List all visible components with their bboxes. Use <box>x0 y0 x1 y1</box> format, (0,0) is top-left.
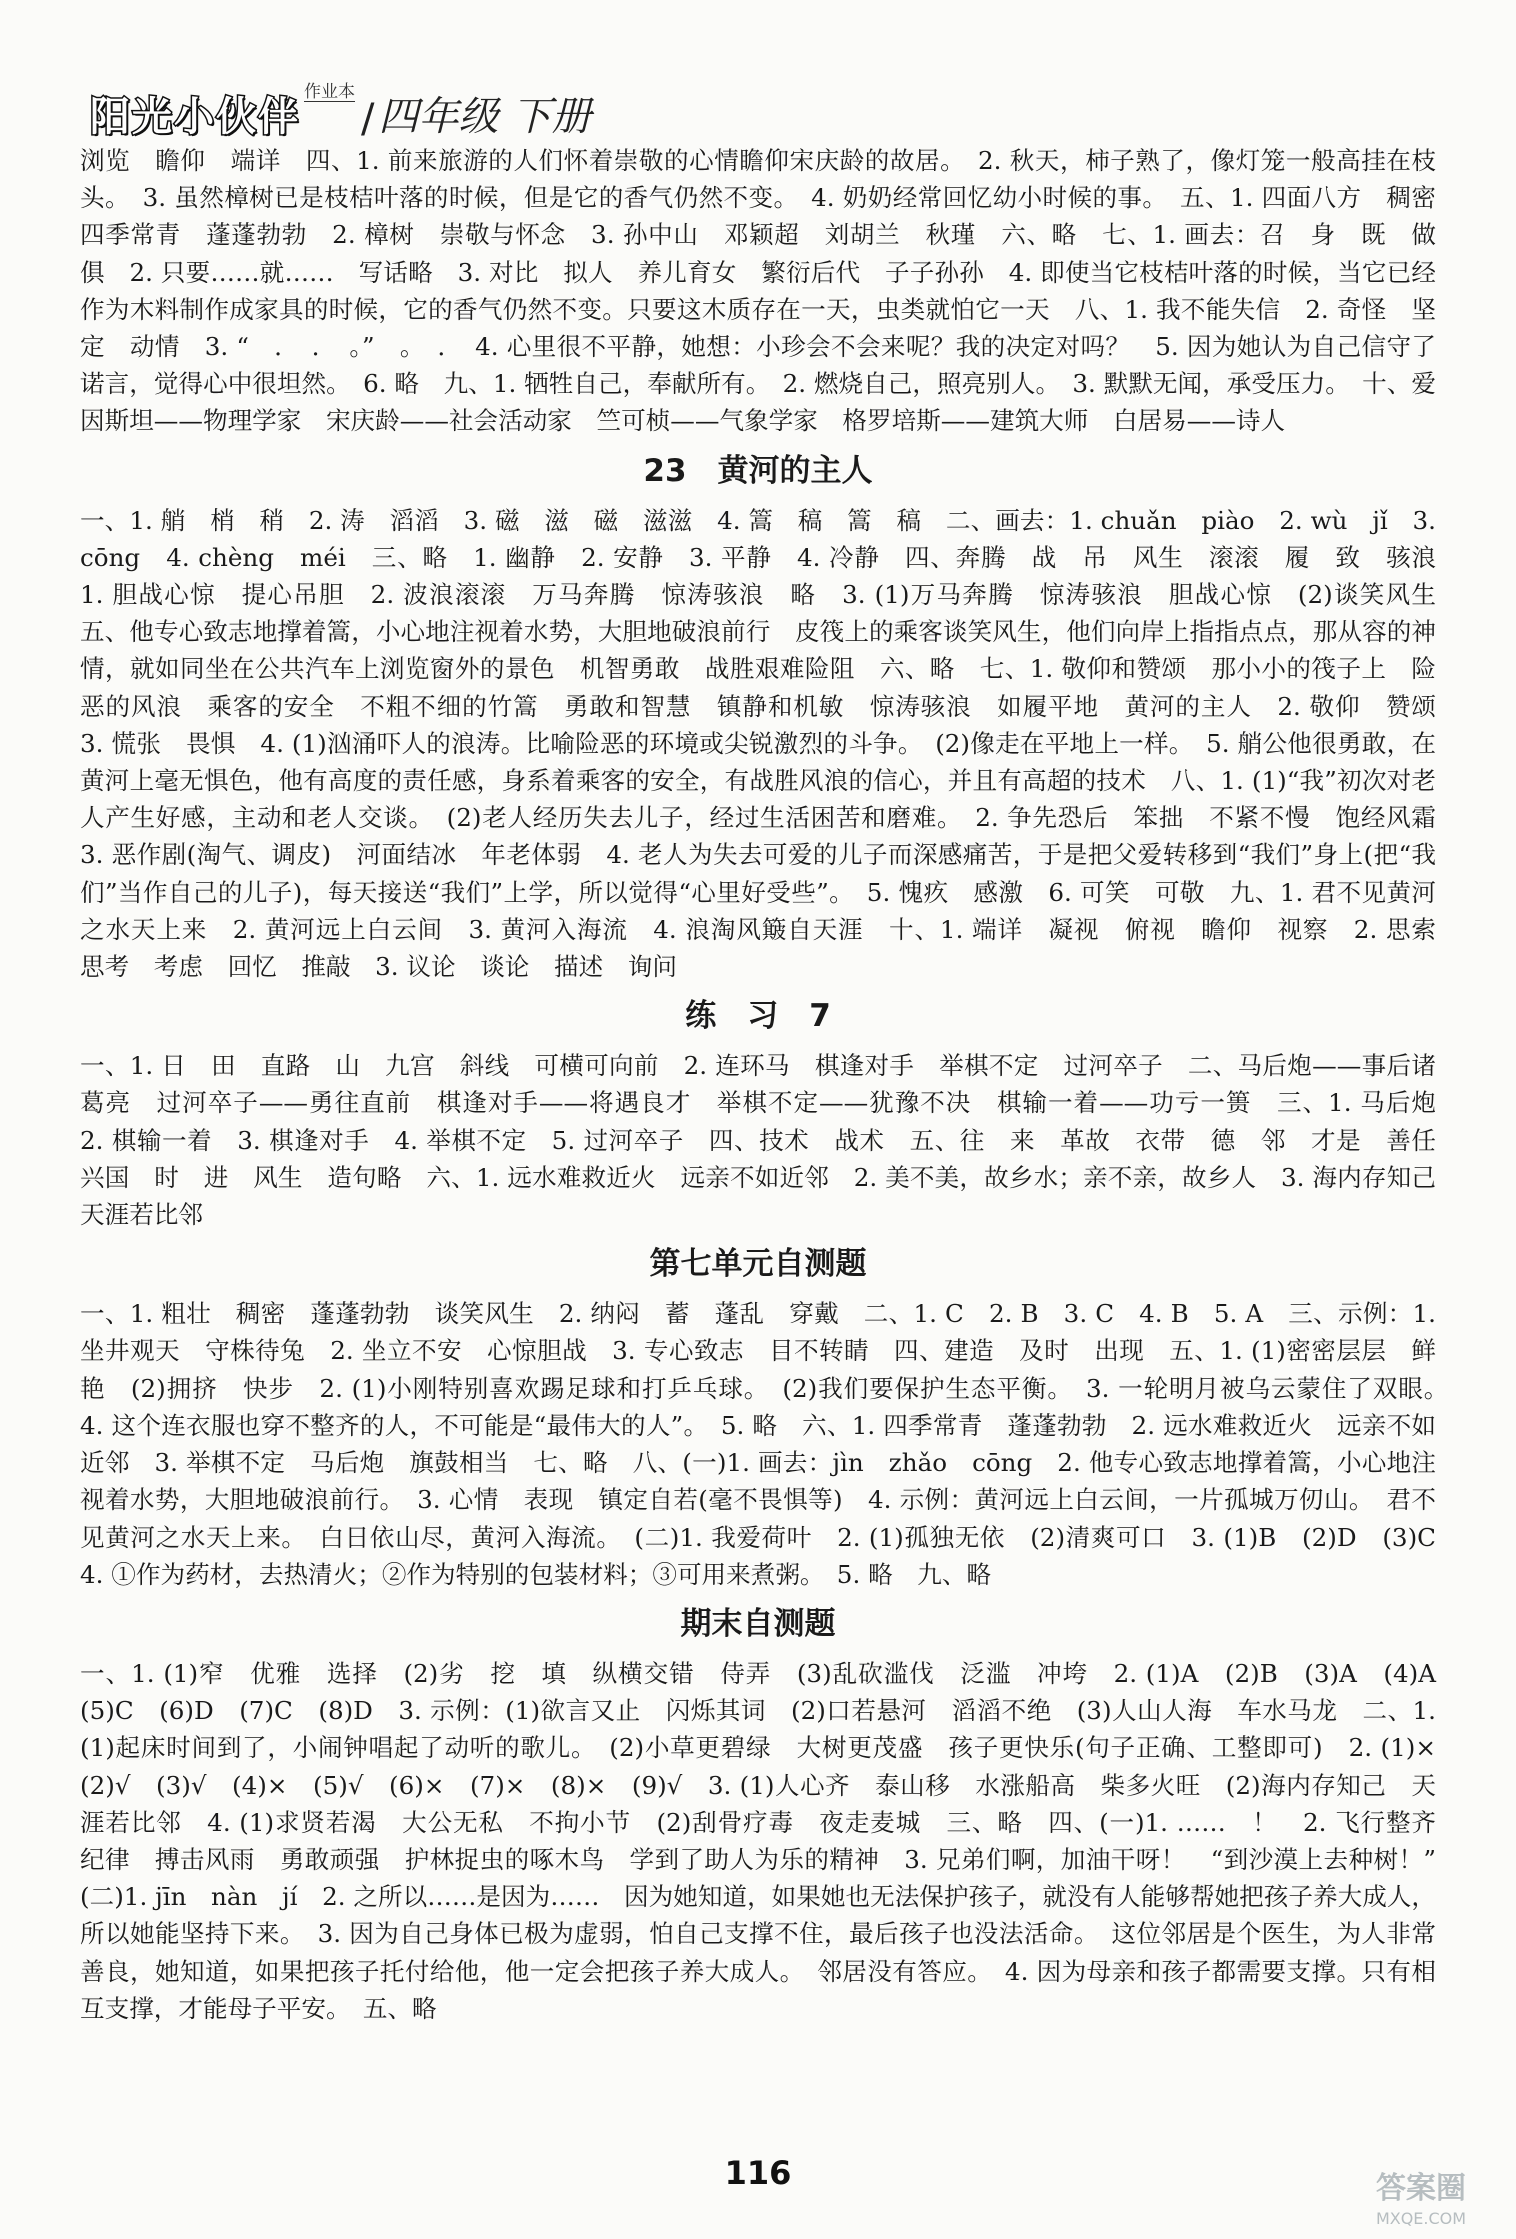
svg-text:MXQE.COM: MXQE.COM <box>1375 2209 1467 2228</box>
brand-logo: 阳光小伙伴 <box>90 94 300 140</box>
page-number: 116 <box>724 2154 792 2192</box>
workbook-tag: 作业本 <box>304 82 355 102</box>
answer-content <box>80 142 1461 2027</box>
section-0-text: 浏览 瞻仰 端详 四、1. 前来旅游的人们怀着崇敬的心情瞻仰宋庆龄的故居。 2. 秋天，柿子熟了，像灯笼一般高挂在枝头。 3. 虽然樟树已是枝桔叶落的时候，但是它的香气仍然不变。 4. 奶奶经常回忆幼小时候的事。 五、1. 四面八方 稠密 四季常青 蓬蓬勃勃 2. 樟树 崇敬与怀念 3. 孙中山 邓颖超 刘胡兰 秋瑾 六、略 七、1. 画去：召 身 既 做 俱 2. 只要……就…… 写话略 3. 对比 拟人 养儿育女 繁衍后代 子子孙孙 4. 即使当它枝桔叶落的时候，当它已经作为木料制作成家具的时候，它的香气仍然不变。只要这木质存在一天，虫类就怕它一天 八、1. 我不能失信 2. 奇怪 坚定 动情 3. “ ． ． 。” 。 ． 4. 心里很不平静，她想：小珍会不会来呢？我的决定对吗？ 5. 因为她认为自己信守了诺言，觉得心中很坦然。 6. 略 九、1. 牺牲自己，奉献所有。 2. 燃烧自己，照亮别人。 3. 默默无闻，承受压力。 十、爱因斯坦——物理学家 宋庆龄——社会活动家 竺可桢——气象学家 格罗培斯——建筑大师 白居易——诗人 <box>80 146 1461 436</box>
watermark-logo <box>1346 2160 1496 2232</box>
section-4-text: 一、1. (1)窄 优雅 选择 (2)劣 挖 填 纵横交错 侍弄 (3)乱砍滥伐 泛滥 冲垮 2. (1)A (2)B (3)A (4)A (5)C (6)D (7)C (8)D 3. 示例：(1)欲言又止 闪烁其词 (2)口若悬河 滔滔不绝 (3)人山人海 车水马龙 二、1. (1)起床时间到了，小闹钟唱起了动听的歌儿。 (2)小草更碧绿 大树更茂盛 孩子更快乐(句子正确、工整即可) 2. (1)× (2)√ (3)√ (4)× (5)√ (6)× (7)× (8)× (9)√ 3. (1)人心齐 泰山移 水涨船高 柴多火旺 (2)海内存知己 天涯若比邻 4. (1)求贤若渴 大公无私 不拘小节 (2)刮骨疗毒 夜走麦城 三、略 四、(一)1. …… ！ 2. 飞行整齐 纪律 搏击风雨 勇敢顽强 护林捉虫的啄木鸟 学到了助人为乐的精神 3. 兄弟们啊，加油干呀！ “到沙漠上去种树！” (二)1. jīn nàn jí 2. 之所以……是因为…… 因为她知道，如果她也无法保护孩子，就没有人能够帮她把孩子养大成人，所以她能坚持下来。 3. 因为自己身体已极为虚弱，怕自己支撑不住，最后孩子也没法活命。 这位邻居是个医生，为人非常善良，她知道，如果把孩子托付给他，他一定会把孩子养大成人。 邻居没有答应。 4. 因为母亲和孩子都需要支撑。只有相互支撑，才能母子平安。 五、略 <box>80 1658 1461 2023</box>
section-4-heading: 期末自测题 <box>680 1605 836 1642</box>
section-3-heading: 第七单元自测题 <box>649 1246 867 1283</box>
grade-label: 四年级 下册 <box>378 94 592 140</box>
section-1-heading: 23 黄河的主人 <box>643 452 873 489</box>
header-slash: / <box>361 96 375 142</box>
section-1-text: 一、1. 艄 梢 稍 2. 涛 滔滔 3. 磁 滋 磁 滋滋 4. 篙 稿 篙 稿 二、画去：1. chuǎn piào 2. wù jǐ 3. cōng 4. chèng méi 三、略 1. 幽静 2. 安静 3. 平静 4. 冷静 四、奔腾 战 吊 风生 滚滚 履 致 骇浪 1. 胆战心惊 提心吊胆 2. 波浪滚滚 万马奔腾 惊涛骇浪 略 3. (1)万马奔腾 惊涛骇浪 胆战心惊 (2)谈笑风生 五、他专心致志地撑着篙，小心地注视着水势，大胆地破浪前行 皮筏上的乘客谈笑风生，他们向岸上指指点点，那从容的神情，就如同坐在公共汽车上浏览窗外的景色 机智勇敢 战胜艰难险阻 六、略 七、1. 敬仰和赞颂 那小小的筏子上 险恶的风浪 乘客的安全 不粗不细的竹篙 勇敢和智慧 镇静和机敏 惊涛骇浪 如履平地 黄河的主人 2. 敬仰 赞颂 3. 慌张 畏惧 4. (1)汹涌吓人的浪涛。比喻险恶的环境或尖锐激烈的斗争。 (2)像走在平地上一样。 5. 艄公他很勇敢，在黄河上毫无惧色，他有高度的责任感，身系着乘客的安全，有战胜风浪的信心，并且有高超的技术 八、1. (1)“我”初次对老人产生好感，主动和老人交谈。 (2)老人经历失去儿子，经过生活困苦和磨难。 2. 争先恐后 笨拙 不紧不慢 饱经风霜 3. 恶作剧(淘气、调皮) 河面结冰 年老体弱 4. 老人为失去可爱的儿子而深感痛苦，于是把父爱转移到“我们”身上(把“我们”当作自己的儿子)，每天接送“我们”上学，所以觉得“心里好受些”。 5. 愧疚 感激 6. 可笑 可敬 九、1. 君不见黄河之水天上来 2. 黄河远上白云间 3. 黄河入海流 4. 浪淘风簸自天涯 十、1. 端详 凝视 俯视 瞻仰 视察 2. 思索 思考 考虑 回忆 推敲 3. 议论 谈论 描述 询问 <box>80 505 1461 982</box>
section-2-text: 一、1. 日 田 直路 山 九宫 斜线 可横可向前 2. 连环马 棋逢对手 举棋不定 过河卒子 二、马后炮——事后诸葛亮 过河卒子——勇往直前 棋逢对手——将遇良才 举棋不定——犹豫不决 棋输一着——功亏一篑 三、1. 马后炮 2. 棋输一着 3. 棋逢对手 4. 举棋不定 5. 过河卒子 四、技术 战术 五、往 来 革故 衣带 德 邻 才是 善任 兴国 时 进 风生 造句略 六、1. 远水难救近火 远亲不如近邻 2. 美不美，故乡水；亲不亲，故乡人 3. 海内存知己 天涯若比邻 <box>80 1051 1461 1230</box>
page-header <box>90 62 591 142</box>
section-3-text: 一、1. 粗壮 稠密 蓬蓬勃勃 谈笑风生 2. 纳闷 蓄 蓬乱 穿戴 二、1. C 2. B 3. C 4. B 5. A 三、示例：1. 坐井观天 守株待兔 2. 坐立不安 心惊胆战 3. 专心致志 目不转睛 四、建造 及时 出现 五、1. (1)密密层层 鲜艳 (2)拥挤 快步 2. (1)小刚特别喜欢踢足球和打乒乓球。 (2)我们要保护生态平衡。 3. 一轮明月被乌云蒙住了双眼。 4. 这个连衣服也穿不整齐的人，不可能是“最伟大的人”。 5. 略 六、1. 四季常青 蓬蓬勃勃 2. 远水难救近火 远亲不如近邻 3. 举棋不定 马后炮 旗鼓相当 七、略 八、(一)1. 画去：jìn zhǎo cōng 2. 他专心致志地撑着篙，小心地注视着水势，大胆地破浪前行。 3. 心情 表现 镇定自若(毫不畏惧等) 4. 示例：黄河远上白云间，一片孤城万仞山。 君不见黄河之水天上来。 白日依山尽，黄河入海流。 (二)1. 我爱荷叶 2. (1)孤独无依 (2)清爽可口 3. (1)B (2)D (3)C 4. ①作为药材，去热清火；②作为特别的包装材料；③可用来煮粥。 5. 略 九、略 <box>80 1299 1461 1589</box>
section-2-heading: 练 习 7 <box>685 998 831 1035</box>
svg-text:答案圈: 答案圈 <box>1376 2171 1466 2206</box>
